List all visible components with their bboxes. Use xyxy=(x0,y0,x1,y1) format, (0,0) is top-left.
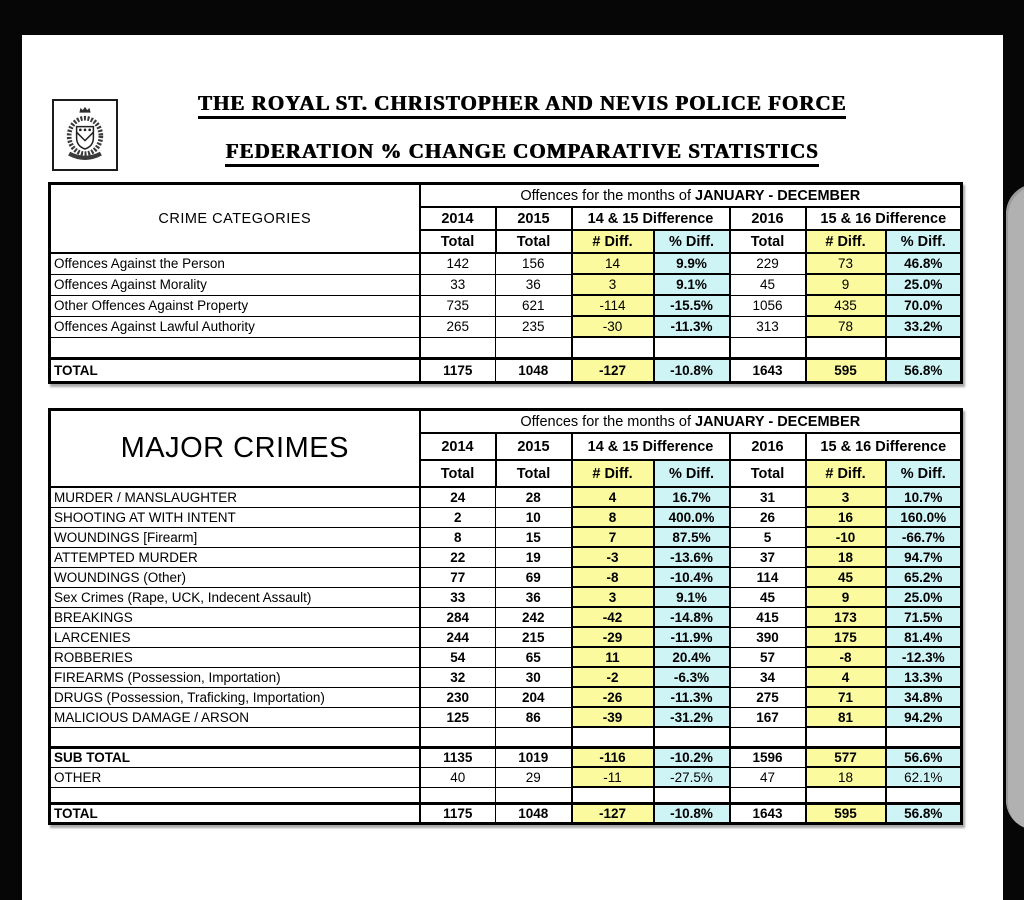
pct-diff-15-16: 33.2% xyxy=(886,316,962,337)
subheader-total: Total xyxy=(730,230,806,253)
value-2014: 1135 xyxy=(420,747,496,767)
value-2015: 1048 xyxy=(496,358,572,382)
pct-diff-15-16: 81.4% xyxy=(886,627,962,647)
num-diff-15-16: 16 xyxy=(806,507,886,527)
num-diff-14-15: -127 xyxy=(572,803,654,823)
num-diff-15-16: 71 xyxy=(806,687,886,707)
num-diff-14-15: 14 xyxy=(572,253,654,274)
row-label: TOTAL xyxy=(50,803,420,823)
num-diff-15-16: 595 xyxy=(806,803,886,823)
value-2014: 77 xyxy=(420,567,496,587)
num-diff-14-15: -30 xyxy=(572,316,654,337)
subheader-num-diff: # Diff. xyxy=(806,460,886,487)
num-diff-14-15: -26 xyxy=(572,687,654,707)
subheader-pct-diff: % Diff. xyxy=(886,460,962,487)
table-row xyxy=(50,607,962,627)
pct-diff-14-15: -11.9% xyxy=(654,627,730,647)
value-2014: 8 xyxy=(420,527,496,547)
pct-diff-15-16: 65.2% xyxy=(886,567,962,587)
subheader-pct-diff: % Diff. xyxy=(654,230,730,253)
table-row xyxy=(50,767,962,787)
pct-diff-14-15: 9.9% xyxy=(654,253,730,274)
subheader-total: Total xyxy=(420,230,496,253)
year-header: 2016 xyxy=(730,207,806,230)
value-2016: 1643 xyxy=(730,358,806,382)
num-diff-14-15: -11 xyxy=(572,767,654,787)
pct-diff-15-16: 56.6% xyxy=(886,747,962,767)
num-diff-15-16: 3 xyxy=(806,487,886,507)
row-label: MURDER / MANSLAUGHTER xyxy=(50,487,420,507)
num-diff-15-16: 78 xyxy=(806,316,886,337)
value-2014: 2 xyxy=(420,507,496,527)
num-diff-15-16: 175 xyxy=(806,627,886,647)
num-diff-14-15: -114 xyxy=(572,295,654,316)
police-crest-logo xyxy=(52,99,118,171)
document-page xyxy=(22,35,1003,900)
pct-diff-15-16: 10.7% xyxy=(886,487,962,507)
value-2014 xyxy=(420,337,496,358)
subheader-num-diff: # Diff. xyxy=(806,230,886,253)
pct-diff-14-15: -13.6% xyxy=(654,547,730,567)
value-2014 xyxy=(420,787,496,803)
value-2016: 313 xyxy=(730,316,806,337)
pct-diff-14-15: 9.1% xyxy=(654,587,730,607)
subheader-pct-diff: % Diff. xyxy=(886,230,962,253)
pct-diff-15-16: -66.7% xyxy=(886,527,962,547)
pct-diff-15-16 xyxy=(886,787,962,803)
value-2016 xyxy=(730,787,806,803)
row-label: ATTEMPTED MURDER xyxy=(50,547,420,567)
value-2016: 5 xyxy=(730,527,806,547)
table-row xyxy=(50,358,962,382)
num-diff-15-16 xyxy=(806,727,886,747)
subheader-num-diff: # Diff. xyxy=(572,460,654,487)
pct-diff-14-15: -27.5% xyxy=(654,767,730,787)
pct-diff-15-16: 94.2% xyxy=(886,707,962,727)
num-diff-14-15 xyxy=(572,337,654,358)
num-diff-15-16: -10 xyxy=(806,527,886,547)
row-label: Sex Crimes (Rape, UCK, Indecent Assault) xyxy=(50,587,420,607)
value-2014: 40 xyxy=(420,767,496,787)
table-row xyxy=(50,274,962,295)
value-2014: 244 xyxy=(420,627,496,647)
num-diff-15-16: 18 xyxy=(806,547,886,567)
value-2015: 30 xyxy=(496,667,572,687)
table-row xyxy=(50,547,962,567)
pct-diff-14-15: -6.3% xyxy=(654,667,730,687)
pct-diff-14-15: -10.2% xyxy=(654,747,730,767)
num-diff-15-16 xyxy=(806,787,886,803)
row-label: Offences Against Morality xyxy=(50,274,420,295)
value-2016 xyxy=(730,727,806,747)
pct-diff-15-16 xyxy=(886,337,962,358)
table-row xyxy=(50,687,962,707)
row-label: OTHER xyxy=(50,767,420,787)
row-label: LARCENIES xyxy=(50,627,420,647)
row-label: BREAKINGS xyxy=(50,607,420,627)
num-diff-15-16: 4 xyxy=(806,667,886,687)
document-title: THE ROYAL ST. CHRISTOPHER AND NEVIS POLICE FORCE xyxy=(130,91,914,116)
pct-diff-15-16: 56.8% xyxy=(886,803,962,823)
pct-diff-15-16: 13.3% xyxy=(886,667,962,687)
year-header: 2014 xyxy=(420,207,496,230)
pct-diff-15-16: 56.8% xyxy=(886,358,962,382)
row-label: Offences Against the Person xyxy=(50,253,420,274)
row-label: Other Offences Against Property xyxy=(50,295,420,316)
pct-diff-14-15: -15.5% xyxy=(654,295,730,316)
row-label xyxy=(50,727,420,747)
num-diff-14-15: -3 xyxy=(572,547,654,567)
num-diff-14-15: 3 xyxy=(572,587,654,607)
table-row xyxy=(50,316,962,337)
table-row xyxy=(50,627,962,647)
num-diff-14-15: 8 xyxy=(572,507,654,527)
row-label: ROBBERIES xyxy=(50,647,420,667)
pct-diff-14-15: 87.5% xyxy=(654,527,730,547)
pct-diff-14-15: 20.4% xyxy=(654,647,730,667)
num-diff-14-15: -127 xyxy=(572,358,654,382)
value-2015: 65 xyxy=(496,647,572,667)
value-2016: 390 xyxy=(730,627,806,647)
pct-diff-15-16: 94.7% xyxy=(886,547,962,567)
row-label: SUB TOTAL xyxy=(50,747,420,767)
row-label: SHOOTING AT WITH INTENT xyxy=(50,507,420,527)
value-2016: 229 xyxy=(730,253,806,274)
table-title: CRIME CATEGORIES xyxy=(50,184,420,254)
value-2015: 86 xyxy=(496,707,572,727)
value-2016: 1056 xyxy=(730,295,806,316)
value-2016 xyxy=(730,337,806,358)
diff-header: 15 & 16 Difference xyxy=(806,433,962,460)
num-diff-15-16: 81 xyxy=(806,707,886,727)
pct-diff-15-16: 70.0% xyxy=(886,295,962,316)
value-2016: 37 xyxy=(730,547,806,567)
row-label: WOUNDINGS [Firearm] xyxy=(50,527,420,547)
value-2015: 28 xyxy=(496,487,572,507)
table-row xyxy=(50,803,962,823)
year-header: 2015 xyxy=(496,433,572,460)
value-2015: 242 xyxy=(496,607,572,627)
subheader-pct-diff: % Diff. xyxy=(654,460,730,487)
pct-diff-14-15: 9.1% xyxy=(654,274,730,295)
value-2016: 415 xyxy=(730,607,806,627)
value-2016: 26 xyxy=(730,507,806,527)
value-2014: 142 xyxy=(420,253,496,274)
row-label: DRUGS (Possession, Traficking, Importation) xyxy=(50,687,420,707)
num-diff-14-15 xyxy=(572,727,654,747)
value-2016: 167 xyxy=(730,707,806,727)
row-label: Offences Against Lawful Authority xyxy=(50,316,420,337)
value-2016: 57 xyxy=(730,647,806,667)
months-header: Offences for the months of JANUARY - DECEMBER xyxy=(420,184,962,208)
num-diff-15-16: 9 xyxy=(806,587,886,607)
document-subtitle: FEDERATION % CHANGE COMPARATIVE STATISTICS xyxy=(130,139,914,164)
table-row xyxy=(50,667,962,687)
value-2016: 47 xyxy=(730,767,806,787)
diff-header: 14 & 15 Difference xyxy=(572,433,730,460)
num-diff-15-16: 435 xyxy=(806,295,886,316)
value-2015: 15 xyxy=(496,527,572,547)
value-2015: 1019 xyxy=(496,747,572,767)
table-row xyxy=(50,647,962,667)
num-diff-15-16 xyxy=(806,337,886,358)
value-2015: 235 xyxy=(496,316,572,337)
value-2015 xyxy=(496,787,572,803)
value-2015: 621 xyxy=(496,295,572,316)
value-2015: 156 xyxy=(496,253,572,274)
num-diff-15-16: 9 xyxy=(806,274,886,295)
num-diff-15-16: 577 xyxy=(806,747,886,767)
value-2015: 29 xyxy=(496,767,572,787)
num-diff-14-15: -8 xyxy=(572,567,654,587)
num-diff-14-15: 3 xyxy=(572,274,654,295)
pct-diff-14-15 xyxy=(654,787,730,803)
value-2014: 22 xyxy=(420,547,496,567)
year-header: 2014 xyxy=(420,433,496,460)
year-header: 2015 xyxy=(496,207,572,230)
table-title: MAJOR CRIMES xyxy=(50,410,420,488)
table-row xyxy=(50,567,962,587)
pct-diff-14-15: -11.3% xyxy=(654,316,730,337)
background-window-edge xyxy=(1006,184,1024,830)
subheader-num-diff: # Diff. xyxy=(572,230,654,253)
pct-diff-14-15: -10.8% xyxy=(654,803,730,823)
value-2016: 45 xyxy=(730,274,806,295)
pct-diff-15-16: 62.1% xyxy=(886,767,962,787)
pct-diff-15-16: 34.8% xyxy=(886,687,962,707)
value-2015 xyxy=(496,727,572,747)
pct-diff-14-15: -10.4% xyxy=(654,567,730,587)
value-2014: 735 xyxy=(420,295,496,316)
table-row xyxy=(50,527,962,547)
diff-header: 14 & 15 Difference xyxy=(572,207,730,230)
value-2015: 215 xyxy=(496,627,572,647)
table-row xyxy=(50,507,962,527)
num-diff-15-16: 595 xyxy=(806,358,886,382)
value-2014: 1175 xyxy=(420,358,496,382)
table-row xyxy=(50,787,962,803)
table-row xyxy=(50,747,962,767)
pct-diff-15-16: 160.0% xyxy=(886,507,962,527)
num-diff-14-15: -42 xyxy=(572,607,654,627)
value-2014: 33 xyxy=(420,587,496,607)
value-2014: 32 xyxy=(420,667,496,687)
pct-diff-14-15: -14.8% xyxy=(654,607,730,627)
value-2015: 204 xyxy=(496,687,572,707)
table-row xyxy=(50,337,962,358)
value-2014: 265 xyxy=(420,316,496,337)
num-diff-15-16: -8 xyxy=(806,647,886,667)
crest-icon xyxy=(57,104,113,166)
subheader-total: Total xyxy=(496,230,572,253)
pct-diff-15-16: -12.3% xyxy=(886,647,962,667)
table-row xyxy=(50,587,962,607)
num-diff-15-16: 173 xyxy=(806,607,886,627)
num-diff-14-15: -29 xyxy=(572,627,654,647)
table-row xyxy=(50,253,962,274)
subheader-total: Total xyxy=(730,460,806,487)
value-2016: 275 xyxy=(730,687,806,707)
num-diff-14-15: 7 xyxy=(572,527,654,547)
num-diff-14-15: 11 xyxy=(572,647,654,667)
num-diff-15-16: 73 xyxy=(806,253,886,274)
row-label: FIREARMS (Possession, Importation) xyxy=(50,667,420,687)
pct-diff-14-15: -31.2% xyxy=(654,707,730,727)
value-2014: 54 xyxy=(420,647,496,667)
row-label xyxy=(50,337,420,358)
value-2016: 1596 xyxy=(730,747,806,767)
major-crimes-table xyxy=(48,408,963,825)
value-2014 xyxy=(420,727,496,747)
value-2016: 45 xyxy=(730,587,806,607)
months-header: Offences for the months of JANUARY - DECEMBER xyxy=(420,410,962,434)
table-row xyxy=(50,487,962,507)
value-2014: 24 xyxy=(420,487,496,507)
table-row xyxy=(50,295,962,316)
row-label: WOUNDINGS (Other) xyxy=(50,567,420,587)
pct-diff-14-15: 400.0% xyxy=(654,507,730,527)
pct-diff-14-15: 16.7% xyxy=(654,487,730,507)
pct-diff-14-15 xyxy=(654,337,730,358)
crime-categories-table xyxy=(48,182,963,384)
value-2014: 125 xyxy=(420,707,496,727)
subheader-total: Total xyxy=(420,460,496,487)
subheader-total: Total xyxy=(496,460,572,487)
value-2015: 1048 xyxy=(496,803,572,823)
row-label xyxy=(50,787,420,803)
pct-diff-14-15 xyxy=(654,727,730,747)
pct-diff-14-15: -11.3% xyxy=(654,687,730,707)
value-2015: 36 xyxy=(496,274,572,295)
row-label: TOTAL xyxy=(50,358,420,382)
pct-diff-15-16: 25.0% xyxy=(886,587,962,607)
num-diff-14-15: -39 xyxy=(572,707,654,727)
num-diff-15-16: 18 xyxy=(806,767,886,787)
value-2015: 10 xyxy=(496,507,572,527)
value-2015: 69 xyxy=(496,567,572,587)
value-2016: 34 xyxy=(730,667,806,687)
row-label: MALICIOUS DAMAGE / ARSON xyxy=(50,707,420,727)
value-2014: 230 xyxy=(420,687,496,707)
value-2016: 114 xyxy=(730,567,806,587)
value-2016: 31 xyxy=(730,487,806,507)
table-row xyxy=(50,727,962,747)
num-diff-14-15: 4 xyxy=(572,487,654,507)
value-2014: 284 xyxy=(420,607,496,627)
value-2015: 19 xyxy=(496,547,572,567)
pct-diff-15-16: 25.0% xyxy=(886,274,962,295)
num-diff-14-15: -2 xyxy=(572,667,654,687)
pct-diff-15-16: 46.8% xyxy=(886,253,962,274)
year-header: 2016 xyxy=(730,433,806,460)
value-2014: 1175 xyxy=(420,803,496,823)
diff-header: 15 & 16 Difference xyxy=(806,207,962,230)
num-diff-15-16: 45 xyxy=(806,567,886,587)
num-diff-14-15: -116 xyxy=(572,747,654,767)
pct-diff-15-16: 71.5% xyxy=(886,607,962,627)
value-2015 xyxy=(496,337,572,358)
value-2014: 33 xyxy=(420,274,496,295)
table-row xyxy=(50,707,962,727)
pct-diff-14-15: -10.8% xyxy=(654,358,730,382)
pct-diff-15-16 xyxy=(886,727,962,747)
value-2015: 36 xyxy=(496,587,572,607)
num-diff-14-15 xyxy=(572,787,654,803)
value-2016: 1643 xyxy=(730,803,806,823)
